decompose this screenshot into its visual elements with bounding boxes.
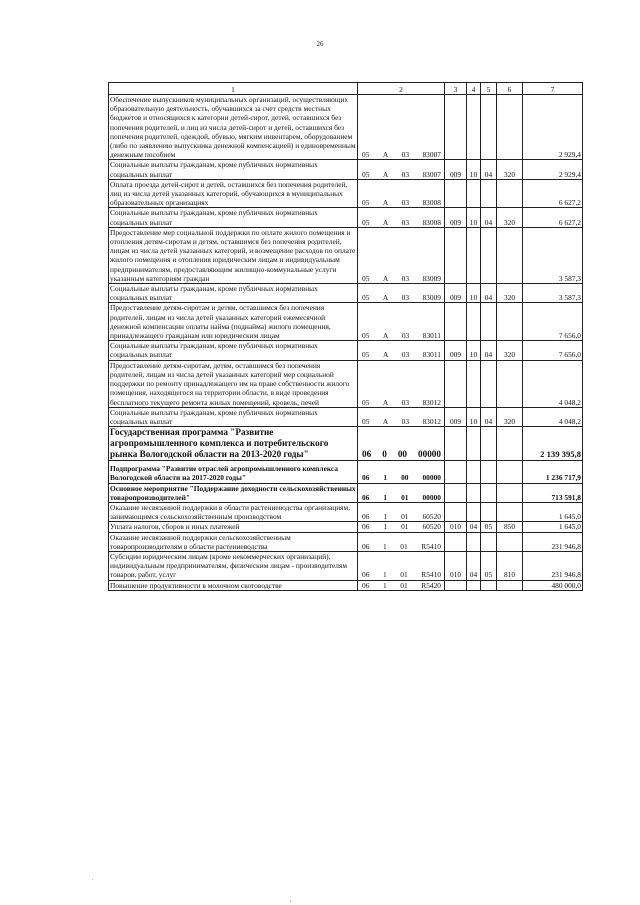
code-part: А	[382, 273, 389, 283]
code-part: 06	[362, 449, 372, 460]
code-part: 1	[383, 473, 388, 483]
row-subsection: 04	[481, 284, 497, 303]
row-subsection	[481, 227, 497, 283]
row-name: Государственная программа "Развитие агропромышленного комплекса и потребительского рынка Вологодской области на 2013-2020 годы"	[109, 427, 358, 461]
code-part: 83011	[422, 350, 441, 360]
row-subsection: 04	[481, 160, 497, 179]
row-ministry: 009	[445, 208, 467, 227]
row-section	[467, 532, 481, 551]
table-row	[109, 461, 583, 483]
code-part: 83008	[422, 217, 441, 227]
code-part: 03	[401, 293, 410, 303]
row-expense-type	[497, 95, 523, 160]
row-amount: 7 656,0	[523, 341, 583, 360]
row-code	[358, 580, 445, 590]
code-parts	[359, 473, 443, 482]
code-parts	[359, 581, 443, 590]
code-part: 1	[383, 512, 388, 522]
table-row	[109, 95, 583, 160]
row-section	[467, 502, 481, 521]
code-part: 06	[362, 473, 370, 483]
table-row	[109, 532, 583, 551]
code-parts	[359, 170, 443, 179]
code-part: 1	[383, 522, 388, 532]
row-code	[358, 461, 445, 483]
code-part: 03	[401, 331, 410, 341]
code-part: 60520	[422, 522, 441, 532]
code-part: 83012	[422, 397, 441, 407]
row-section: 10	[467, 407, 481, 426]
row-name: Подпрограмма "Развитие отраслей агропромышленного комплекса Вологодской области на 2017-2020 годы"	[109, 461, 358, 483]
table-row	[109, 284, 583, 303]
code-part: 06	[362, 580, 370, 590]
code-parts	[359, 274, 443, 283]
row-ministry: 010	[445, 551, 467, 580]
row-expense-type: 320	[497, 160, 523, 179]
code-part: 01	[400, 580, 408, 590]
column-header: 5	[481, 83, 497, 95]
row-ministry: 009	[445, 284, 467, 303]
row-expense-type	[497, 303, 523, 341]
row-ministry: 009	[445, 407, 467, 426]
row-expense-type: 320	[497, 284, 523, 303]
code-part: R5410	[421, 570, 441, 580]
row-section	[467, 427, 481, 461]
row-section: 10	[467, 208, 481, 227]
row-section	[467, 179, 481, 208]
code-part: 06	[362, 512, 370, 522]
row-code	[358, 284, 445, 303]
row-subsection	[481, 303, 497, 341]
row-amount: 3 587,3	[523, 284, 583, 303]
row-expense-type	[497, 227, 523, 283]
row-name: Оказание несвязанной поддержки в области растениеводства организациям, занимающимся сельскохозяйственным производством	[109, 502, 358, 521]
code-parts	[359, 150, 443, 159]
row-amount: 2 139 395,8	[523, 427, 583, 461]
row-section	[467, 483, 481, 502]
code-part: 06	[362, 541, 370, 551]
column-header: 1	[109, 83, 358, 95]
row-expense-type	[497, 360, 523, 407]
row-section: 10	[467, 160, 481, 179]
column-header: 2	[358, 83, 445, 95]
row-amount: 3 587,3	[523, 227, 583, 283]
row-code	[358, 95, 445, 160]
code-part: 05	[362, 198, 370, 208]
table-row	[109, 551, 583, 580]
column-header: 4	[467, 83, 481, 95]
code-part: 83009	[422, 293, 441, 303]
code-part: 05	[362, 273, 370, 283]
row-subsection: 05	[481, 522, 497, 532]
code-parts	[359, 449, 443, 460]
column-header: 7	[523, 83, 583, 95]
row-name: Предоставление мер социальной поддержки по оплате жилого помещения и отопления детям-сиротам и детям, оставшимся без попечения родителей, лицам из числа детей указанных категорий, и возмещение расходов по оплате жилого помещения и отопления юридическим лицам и индивидуальным предпринимателям, предоставляющим жилищно-коммунальные услуги указанным категориям граждан	[109, 227, 358, 283]
row-subsection	[481, 179, 497, 208]
code-parts	[359, 350, 443, 359]
row-amount: 2 929,4	[523, 160, 583, 179]
row-section	[467, 461, 481, 483]
row-code	[358, 360, 445, 407]
row-ministry	[445, 461, 467, 483]
row-expense-type	[497, 483, 523, 502]
row-expense-type: 320	[497, 341, 523, 360]
column-header: 3	[445, 83, 467, 95]
row-subsection	[481, 95, 497, 160]
code-part: 03	[401, 397, 410, 407]
code-part: 00000	[422, 492, 441, 502]
row-amount: 6 627,2	[523, 208, 583, 227]
row-amount: 2 929,4	[523, 95, 583, 160]
row-name: Повышение продуктивности в молочном скотоводстве	[109, 580, 358, 590]
row-subsection	[481, 427, 497, 461]
row-code	[358, 341, 445, 360]
row-name: Предоставление детям-сиротам, детям, оставшимся без попечения родителей, лицам из числа детей указанных категорий мер социальной поддержки по ремонту принадлежащего им на праве собственности жилого помещения, находящегося на территории области, в виде проведения бесплатного текущего ремонта жилых помещений, кровель, печей	[109, 360, 358, 407]
table-row	[109, 502, 583, 521]
code-part: 1	[382, 541, 387, 551]
row-name: Субсидии юридическим лицам (кроме некоммерческих организаций), индивидуальным предпринимателям, физическим лицам - производителям товаров, работ, услуг	[109, 551, 358, 580]
code-part: 00000	[418, 449, 441, 460]
row-expense-type	[497, 580, 523, 590]
row-ministry	[445, 179, 467, 208]
column-header: 6	[497, 83, 523, 95]
row-expense-type	[497, 461, 523, 483]
row-subsection: 04	[481, 341, 497, 360]
row-amount: 231 946,8	[523, 532, 583, 551]
row-code	[358, 483, 445, 502]
code-part: 05	[362, 150, 370, 160]
row-section	[467, 303, 481, 341]
row-section	[467, 227, 481, 283]
row-code	[358, 160, 445, 179]
row-expense-type: 320	[497, 407, 523, 426]
table-row	[109, 303, 583, 341]
row-code	[358, 407, 445, 426]
table-row	[109, 427, 583, 461]
row-amount: 4 048,2	[523, 360, 583, 407]
code-part: 05	[362, 397, 370, 407]
code-part: 60520	[422, 512, 441, 522]
code-part: 01	[401, 512, 409, 522]
row-subsection: 05	[481, 551, 497, 580]
row-ministry	[445, 483, 467, 502]
code-part: 1	[382, 570, 387, 580]
row-name: Обеспечение выпускников муниципальных организаций, осуществляющих образовательную деятельность, обучавшихся за счет средств местных бюджетов и относящихся к категории детей-сирот, детей, оставшихся без попечения родителей, и лиц из числа детей-сирот и детей, оставшихся без попечения родителей, одеждой, обувью, мягким инвентарем, оборудованием (либо по заявлению выпускника денежной компенсацией) и единовременным денежным пособием	[110, 95, 356, 160]
row-ministry	[445, 502, 467, 521]
row-subsection: 04	[481, 208, 497, 227]
code-part: А	[382, 416, 389, 426]
table-row	[109, 580, 583, 590]
row-code	[358, 532, 445, 551]
row-amount: 1 645,0	[523, 522, 583, 532]
code-parts	[359, 417, 443, 426]
row-subsection	[481, 502, 497, 521]
code-part: 83011	[422, 331, 441, 341]
row-name: Социальные выплаты гражданам, кроме публичных нормативных социальных выплат	[109, 341, 358, 360]
table-row	[109, 407, 583, 426]
row-subsection	[481, 360, 497, 407]
code-parts	[359, 218, 443, 227]
table-row	[109, 341, 583, 360]
row-code	[358, 227, 445, 283]
code-part: 01	[401, 492, 409, 502]
row-subsection	[481, 532, 497, 551]
row-name: Оплата проезда детей-сирот и детей, оставшихся без попечения родителей, лиц из числа детей указанных категорий, обучающихся в муниципальных образовательных организациях	[109, 179, 358, 208]
code-part: 83007	[422, 169, 441, 179]
code-part: 05	[362, 416, 370, 426]
scan-mark: .	[92, 876, 94, 882]
row-name: Оказание несвязанной поддержки сельскохозяйственным товаропроизводителям в области растениеводства	[109, 532, 358, 551]
row-section: 04	[467, 522, 481, 532]
code-part: А	[382, 217, 389, 227]
row-expense-type: 810	[497, 551, 523, 580]
row-subsection	[481, 580, 497, 590]
row-ministry	[445, 95, 467, 160]
row-amount: 7 656,0	[523, 303, 583, 341]
row-code	[358, 208, 445, 227]
code-parts	[359, 522, 443, 531]
code-part: R5410	[421, 541, 441, 551]
code-part: 06	[362, 492, 370, 502]
row-ministry: 009	[445, 341, 467, 360]
code-part: 03	[401, 350, 410, 360]
code-parts	[359, 493, 443, 502]
row-code	[358, 179, 445, 208]
row-ministry	[445, 532, 467, 551]
row-expense-type	[497, 179, 523, 208]
code-part: А	[382, 169, 389, 179]
row-subsection	[481, 483, 497, 502]
row-ministry	[445, 360, 467, 407]
table-row	[109, 360, 583, 407]
table-row	[109, 160, 583, 179]
code-part: А	[382, 397, 389, 407]
row-name: Социальные выплаты гражданам, кроме публичных нормативных социальных выплат	[109, 284, 358, 303]
row-expense-type	[497, 502, 523, 521]
code-part: 06	[362, 570, 370, 580]
row-ministry: 010	[445, 522, 467, 532]
code-part: 03	[401, 198, 410, 208]
code-part: 05	[362, 169, 370, 179]
row-section	[467, 95, 481, 160]
code-parts	[359, 570, 443, 579]
row-code	[358, 502, 445, 521]
code-part: 00	[397, 449, 407, 460]
code-part: 83008	[422, 198, 441, 208]
code-part: А	[382, 293, 389, 303]
code-part: 01	[401, 522, 409, 532]
row-name: Уплата налогов, сборов и иных платежей	[109, 522, 358, 532]
header-row	[109, 83, 583, 95]
table-row	[109, 179, 583, 208]
code-parts	[359, 331, 443, 340]
row-amount: 480 000,0	[523, 580, 583, 590]
row-expense-type: 850	[497, 522, 523, 532]
row-amount: 231 946,8	[523, 551, 583, 580]
code-part: 00	[401, 473, 409, 483]
row-name: Социальные выплаты гражданам, кроме публичных нормативных социальных выплат	[109, 160, 358, 179]
code-part: 03	[401, 169, 410, 179]
scan-mark: ,	[290, 897, 292, 903]
row-code	[358, 551, 445, 580]
row-ministry	[445, 580, 467, 590]
code-part: 06	[362, 522, 370, 532]
row-ministry	[445, 227, 467, 283]
table-row	[109, 208, 583, 227]
table-row	[109, 227, 583, 283]
row-section	[467, 360, 481, 407]
row-amount: 1 645,0	[523, 502, 583, 521]
budget-table	[108, 82, 583, 591]
code-part: 03	[401, 416, 410, 426]
row-ministry: 009	[445, 160, 467, 179]
row-subsection	[481, 461, 497, 483]
code-part: 05	[362, 217, 370, 227]
code-parts	[359, 198, 443, 207]
code-part: 01	[400, 570, 408, 580]
code-part: А	[382, 350, 389, 360]
page-number: 26	[316, 40, 324, 48]
row-section	[467, 580, 481, 590]
code-part: 01	[400, 541, 408, 551]
code-part: 1	[382, 580, 387, 590]
row-ministry	[445, 427, 467, 461]
code-part: А	[382, 150, 389, 160]
row-expense-type	[497, 427, 523, 461]
row-name: Основное мероприятие "Поддержание доходности сельскохозяйственных товаропроизводителей"	[110, 483, 356, 502]
row-code	[358, 522, 445, 532]
code-parts	[359, 512, 443, 521]
code-part: 83012	[422, 416, 441, 426]
code-part: R5420	[421, 580, 441, 590]
row-subsection: 04	[481, 407, 497, 426]
code-parts	[359, 293, 443, 302]
row-expense-type	[497, 532, 523, 551]
code-part: 03	[401, 217, 410, 227]
row-name: Предоставление детям-сиротам и детям, оставшимся без попечения родителей, лицам из числа детей указанных категорий ежемесячной денежной компенсации оплаты найма (поднайма) жилого помещения, принадлежащего гражданам или юридическим лицам	[109, 303, 358, 341]
row-amount: 4 048,2	[523, 407, 583, 426]
code-part: 05	[362, 293, 370, 303]
code-parts	[359, 398, 443, 407]
code-part: А	[382, 331, 389, 341]
row-section: 04	[467, 551, 481, 580]
code-part: 00000	[422, 473, 441, 483]
code-part: 83007	[422, 150, 441, 160]
row-name: Социальные выплаты гражданам, кроме публичных нормативных социальных выплат	[109, 407, 358, 426]
row-name: Социальные выплаты гражданам, кроме публичных нормативных социальных выплат	[109, 208, 358, 227]
code-part: 03	[401, 150, 410, 160]
row-amount: 713 591,8	[523, 483, 583, 502]
code-part: 0	[382, 449, 387, 460]
code-parts	[359, 542, 443, 551]
row-section: 10	[467, 284, 481, 303]
table-row	[109, 522, 583, 532]
row-ministry	[445, 303, 467, 341]
row-section: 10	[467, 341, 481, 360]
code-part: 83009	[422, 273, 441, 283]
table-row	[109, 483, 583, 502]
row-code	[358, 303, 445, 341]
code-part: 05	[362, 331, 370, 341]
row-amount: 6 627,2	[523, 179, 583, 208]
row-code	[358, 427, 445, 461]
code-part: 03	[401, 273, 410, 283]
row-expense-type: 320	[497, 208, 523, 227]
row-amount: 1 236 717,9	[523, 461, 583, 483]
code-part: 1	[383, 492, 388, 502]
code-part: 05	[362, 350, 370, 360]
code-part: А	[382, 198, 389, 208]
